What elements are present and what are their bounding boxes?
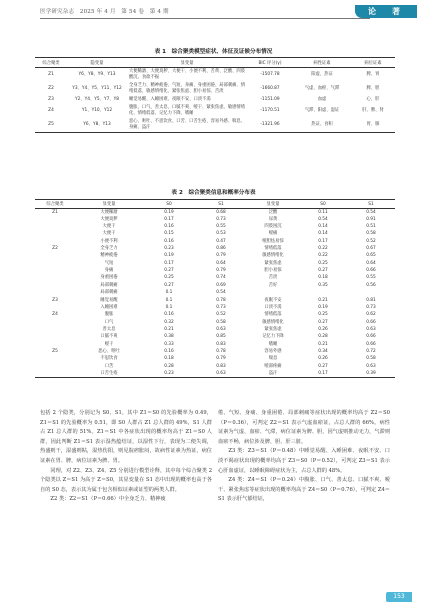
table-cell: 肝、脾、肾 (362, 108, 384, 114)
table-cell: 0.23 (143, 370, 195, 377)
table-row (35, 246, 395, 253)
table-cell: Z1 (48, 72, 54, 78)
table-cell: 0.58 (216, 319, 226, 325)
table-cell (35, 268, 75, 275)
table-cell: 0.86 (216, 246, 226, 252)
table-cell: 0.25 (164, 275, 174, 281)
table-cell: 0.56 (366, 282, 376, 288)
table-cell: 紧张焦虑 (264, 260, 282, 266)
paragraph: Z2 类：Z2＝S1（P＝0.66）中全身乏力、精神疲 (50, 496, 166, 503)
table-cell: 胆小易惊 (264, 268, 282, 274)
header-rule (40, 18, 370, 19)
table-cell: 尿黄 (268, 216, 278, 222)
table-row (35, 68, 395, 82)
column-header: 病位证素 (351, 58, 395, 68)
table-cell: 心、肝 (366, 97, 380, 103)
table-cell: 0.17 (299, 370, 347, 377)
table-cell: -1660.87 (260, 86, 280, 92)
table1 (35, 57, 395, 133)
table-cell: 0.14 (318, 224, 328, 230)
table-cell: 0.66 (366, 334, 376, 340)
table-cell: 紧张焦虑 (264, 326, 282, 332)
column-header: 显变量 (75, 200, 143, 209)
table-cell: 阳虚、热证 (311, 72, 333, 78)
column-header: S0 (143, 200, 195, 209)
table-cell: 0.47 (216, 238, 226, 244)
table-cell: 0.63 (195, 370, 247, 377)
table-cell: 口气 (104, 319, 114, 325)
table-cell: 盗汗 (247, 370, 299, 377)
table-cell: 舌好 (268, 282, 278, 288)
table-cell: 0.79 (216, 268, 226, 274)
table-row (35, 297, 395, 304)
table-cell: 0.27 (318, 363, 328, 369)
table2 (35, 199, 395, 378)
table-cell: 口淡不渴 (264, 304, 282, 310)
table-row (35, 209, 395, 216)
table-cell: 0.38 (164, 334, 174, 340)
table-cell: 0.67 (366, 246, 376, 252)
table-cell: 0.28 (164, 363, 174, 369)
table-row (35, 238, 395, 245)
table-cell: 舌淡 (268, 275, 278, 281)
table-cell: 嗳胆怯易惊 (262, 238, 284, 244)
table-cell: 0.52 (216, 312, 226, 318)
table-row (35, 319, 395, 326)
table-cell: 嗳干 (104, 341, 114, 347)
table-cell (347, 290, 395, 297)
table-cell: 胃、肺 (351, 118, 395, 132)
table-row (35, 356, 395, 363)
table-cell: 0.73 (216, 304, 226, 310)
table-cell: Z4 (48, 108, 54, 114)
table-cell: 局部刺痛 (100, 290, 118, 296)
table-cell: 喘息 (268, 356, 278, 362)
table-cell: 0.64 (216, 260, 226, 266)
table-cell: 0.55 (366, 275, 376, 281)
table-cell: 0.74 (216, 275, 226, 281)
table-cell: 气滞、阳虚、湿证 (304, 108, 340, 114)
table-cell: 腹胀、口气、善太息、口腻不爽、嗳干、紧张焦虑、敏感情绪化、情绪低落、记忆力下降、嗜睡 (129, 105, 246, 117)
table2-header-row (35, 200, 395, 209)
table-cell: 0.54 (366, 209, 376, 215)
table-cell: 0.1 (165, 290, 173, 296)
table-cell: 记忆力下降 (262, 334, 284, 340)
table-cell: 0.78 (216, 348, 226, 354)
table-cell: 0.19 (164, 209, 174, 215)
table-cell: Z4 (52, 312, 58, 318)
column-header: 隐变量 (67, 58, 127, 68)
table-cell: 0.33 (164, 341, 174, 347)
table-cell: Z5 (52, 348, 58, 354)
table-cell: 0.58 (366, 231, 376, 237)
table-cell: 泛酸 (268, 209, 278, 215)
column-header: BIC 评分(γ) (247, 58, 293, 68)
column-header: 显变量 (247, 200, 299, 209)
table-cell: Y2、Y4、Y5、Y7、Y8 (75, 97, 119, 103)
table-cell: 0.63 (216, 326, 226, 332)
table-cell: 睡觉易醒 (100, 297, 118, 303)
table-cell (35, 363, 75, 370)
table-cell: 0.83 (216, 341, 226, 347)
table-cell: 0.91 (366, 216, 376, 222)
column-header: S1 (347, 200, 395, 209)
table-cell: 0.1 (165, 297, 173, 303)
table-cell: 口腻不爽 (100, 334, 118, 340)
table-cell: 0.83 (216, 363, 226, 369)
body-left-column (40, 409, 212, 505)
table-cell: 0.18 (318, 275, 328, 281)
column-header: S0 (299, 200, 347, 209)
table-cell (35, 260, 75, 267)
table-cell: 大便干 (102, 224, 116, 230)
table-cell: Y1、Y10、Y12 (81, 108, 113, 114)
column-header: 病性证素 (293, 58, 351, 68)
table-cell: -1151.09 (260, 97, 280, 103)
table-cell: 0.32 (164, 319, 174, 325)
table-cell: 0.25 (318, 312, 328, 318)
paragraph: 包括 2 个隐类，分别记为 S0、S1，其中 Z1＝S0 的先验概率为 0.49，Z1＝S1 的先验概率为 0.51，即 S0 人群占 Z1 总人群的 49%，S1 人群占 Z1 总人群的 51%。Z1＝S1 中各症状出现的概率均高于 Z1＝S0 人群，因此判断 Z1＝S1 表示湿热蕴结证，以湿性下行，表现为二便失调，热盛则干，湿盛则粘，湿热伤阳，则见脘痞胀闷，故病性证素为热证，病位证素在胃、脾，病位证素为脾、胃。 (40, 410, 212, 464)
table-cell: Z2 (52, 246, 58, 252)
table-cell: 0.22 (318, 246, 328, 252)
table-cell: 0.34 (318, 348, 328, 354)
table-cell: 0.63 (366, 363, 376, 369)
table-cell: 0.16 (164, 224, 174, 230)
table-cell: 0.51 (366, 224, 376, 230)
table-cell: 0.27 (318, 268, 328, 274)
table-cell: 0.66 (366, 319, 376, 325)
table-cell: -1170.51 (260, 108, 280, 114)
table-cell (35, 334, 75, 341)
table-cell: 不思饮食 (100, 356, 118, 362)
table-cell: 睡觉易醒、入睡困难、夜眠不安、口淡不渴 (129, 97, 211, 103)
table-cell (35, 319, 75, 326)
table-cell (35, 282, 75, 289)
table-cell: 0.81 (366, 297, 376, 303)
table-row (35, 348, 395, 355)
table-row (35, 268, 395, 275)
table-cell: 0.79 (216, 356, 226, 362)
column-header: 综合聚类 (35, 200, 75, 209)
table-cell: 0.26 (318, 356, 328, 362)
table-cell: 情绪低落 (264, 246, 282, 252)
table-cell: 0.65 (366, 253, 376, 259)
table-cell (35, 290, 75, 297)
table-cell: 0.18 (164, 356, 174, 362)
table-cell: Y6、Y8、Y9、Y13 (78, 72, 116, 78)
table-cell: Z2 (48, 86, 54, 92)
table-cell: 0.72 (366, 348, 376, 354)
table-cell: 0.1 (165, 304, 173, 310)
table-cell (35, 341, 75, 348)
table-cell: Y6、Y8、Y13 (67, 118, 127, 132)
table-cell (35, 356, 75, 363)
table-cell: 0.68 (216, 209, 226, 215)
page-header (0, 0, 427, 22)
table-row (35, 96, 395, 104)
table-cell: 嗳痛 (268, 231, 278, 237)
body-right-column (218, 409, 390, 505)
table-cell (35, 238, 75, 245)
table-cell: 0.21 (318, 341, 328, 347)
table-cell: 0.23 (164, 246, 174, 252)
table-cell: 0.27 (318, 319, 328, 325)
column-header: S1 (195, 200, 247, 209)
table-cell: 0.85 (216, 334, 226, 340)
table-cell (35, 304, 75, 311)
column-header: 综合聚类 (35, 58, 67, 68)
journal-info: 医学研究杂志 2025 年 4 月 第 54 卷 第 4 期 (40, 9, 169, 15)
table-cell: 0.73 (216, 216, 226, 222)
table-cell: 0.16 (164, 348, 174, 354)
table-cell: 0.14 (318, 231, 328, 237)
table-row (35, 326, 395, 333)
table-cell: 腹胀 (104, 312, 114, 318)
table-cell: Z1 (52, 209, 58, 215)
table-cell: 脾、胆 (366, 86, 380, 92)
table-cell: 0.15 (164, 231, 174, 237)
table-cell (247, 290, 299, 297)
table-cell: 大便干 (102, 231, 116, 237)
table-cell: 0.17 (164, 260, 174, 266)
table-cell: 身重困倦 (100, 275, 118, 281)
table1-caption: 表 1 综合聚类模型症状、体征及证候分布情况 (154, 49, 273, 55)
table-cell: 0.21 (318, 297, 328, 303)
table-row (35, 216, 395, 223)
column-header: 显变量 (127, 58, 247, 68)
table-cell: 0.52 (366, 238, 376, 244)
table2-caption: 表 2 综合聚类信息和概率分布表 (171, 190, 256, 196)
table-cell: 敏感情绪化 (262, 319, 284, 325)
table-cell: 全身乏力 (100, 246, 118, 252)
table-cell: 嗜睡 (268, 341, 278, 347)
page-number: 153 (386, 592, 412, 602)
paragraph: Z3 类：Z3＝S1（P＝0.48）中睡觉易醒、入睡困难、夜眠不安、口淡不渴症状出现的概率均高于 Z3＝S0（P＝0.52），可判定 Z3＝S1 表示心肝血虚证，以睡眠障碍症状为主，占总人群的 48%。 (218, 448, 390, 474)
table-cell: 0.11 (318, 209, 328, 215)
table-row (35, 290, 395, 297)
table-row (35, 118, 395, 132)
table-cell: 0.53 (216, 231, 226, 237)
table-cell (35, 231, 75, 238)
table-cell: 0.58 (366, 356, 376, 362)
table-row (35, 282, 395, 289)
table-cell: 入睡困难 (100, 304, 118, 310)
table-cell: 脾、胃 (366, 72, 380, 78)
table-cell: 0.25 (318, 260, 328, 266)
table-cell: 0.69 (216, 282, 226, 288)
table-cell: 情绪低落 (264, 312, 282, 318)
table-cell: 0.54 (216, 290, 226, 296)
table-cell: 0.35 (318, 282, 328, 288)
table-cell: 0.66 (366, 268, 376, 274)
table-cell: Z3 (52, 297, 58, 303)
table-cell: 0.55 (216, 224, 226, 230)
table-cell: 0.22 (318, 253, 328, 259)
table-cell: 大便稀溏 (100, 209, 118, 215)
table-row (35, 224, 395, 231)
paragraph: 倦、气短、身痛、身重困倦、局部刺痛等症状出现的概率均高于 Z2＝S0（P＝0.36），可判定 Z2＝S1 表示气虚血瘀证，占总人群的 66%。病性证素为气虚、血瘀、气滞，病位证素为脾、胆，因气虚则推动无力，气滞则血瘀不畅，病位涉及脾、胆、肝三脏。 (218, 410, 390, 445)
table1-header-row (35, 58, 395, 68)
table-cell: Y3、Y4、Y5、Y11、Y12 (72, 86, 122, 92)
table-cell: 气虚、血瘀、气滞 (304, 86, 340, 92)
table-cell: 0.63 (366, 326, 376, 332)
table-cell (35, 275, 75, 282)
table-cell: 0.16 (164, 312, 174, 318)
table-cell (299, 290, 347, 297)
table-cell: 恶心、呕吐 (98, 348, 120, 354)
table-cell: 0.17 (318, 238, 328, 244)
table-cell: 血虚 (317, 97, 327, 103)
table-cell (35, 224, 75, 231)
table-cell: 0.27 (164, 282, 174, 288)
table-row (35, 253, 395, 260)
table-cell: 0.17 (164, 216, 174, 222)
table-cell: 恶心、呕吐、不思饮食、口苦、口舌生疮、容易外感、喘息、身痛、盗汗 (127, 118, 247, 132)
table-cell: 局部刺痛 (100, 282, 118, 288)
table-cell: 大便臭秽 (100, 216, 118, 222)
table-cell: 善太息 (102, 326, 116, 332)
table-cell: 0.64 (366, 260, 376, 266)
paragraph: Z4 类：Z4＝S1（P＝0.24）中腹胀、口气、善太息、口腻不爽、嗳干、紧张焦虑等症状出现的概率均高于 Z4＝S0（P＝0.76），可判定 Z4＝S1 表示肝气郁结证， (218, 477, 390, 503)
table-cell: 大便稀溏、大便臭秽、大便干、小便不利、舌黄、泛酸、四肢酸沉、食欲不振 (129, 69, 246, 80)
table-cell: 容易外感 (264, 348, 282, 354)
table-cell: 0.78 (216, 297, 226, 303)
table-row (35, 104, 395, 118)
table-row (35, 312, 395, 319)
table-cell: 0.54 (318, 216, 328, 222)
table-cell: 0.79 (216, 253, 226, 259)
table-cell: 夜眠不安 (264, 297, 282, 303)
table-cell: 气短 (104, 260, 114, 266)
table-cell: 全身乏力、精神疲倦、气短、身痛、身重困倦、局部刺痛、情绪低落、敏感情绪化、紧张焦虑、胆小易惊、舌淡 (129, 83, 246, 94)
table-cell: 0.19 (164, 253, 174, 259)
table-cell: 0.39 (347, 370, 395, 377)
table-row (35, 231, 395, 238)
table-cell (35, 326, 75, 333)
table-cell: 0.73 (366, 304, 376, 310)
table-cell: -1321.96 (247, 118, 293, 132)
table-row (35, 334, 395, 341)
table-row (35, 260, 395, 267)
table-cell: -1507.78 (260, 72, 280, 78)
table-cell: 0.19 (318, 304, 328, 310)
table-cell: 口舌生疮 (75, 370, 143, 377)
table-cell (35, 216, 75, 223)
table-row (35, 304, 395, 311)
paragraph: 同理，对 Z2、Z3、Z4、Z5 分别进行模型诠释，其中每个综合聚类 2 个隐类以 Z＝S1 为高于 Z＝S0，其显变量在 S1 态中出现的概率也高于各自的 S0 态，表示其为属于包含相似证素或证型的两类人群。 (40, 467, 212, 493)
table-cell: 精神疲倦 (100, 253, 118, 259)
table-row (35, 363, 395, 370)
table-row (35, 341, 395, 348)
table-cell: 嗳部疼痛 (264, 363, 282, 369)
table-cell: 0.27 (164, 268, 174, 274)
table-cell: Z3 (48, 97, 54, 103)
table-cell: Z5 (35, 118, 67, 132)
table-cell: 0.62 (366, 312, 376, 318)
table-row (35, 275, 395, 282)
table-row (35, 370, 395, 377)
table-cell (35, 253, 75, 260)
table-cell: 身痛 (104, 268, 114, 274)
table-cell: 0.16 (164, 238, 174, 244)
table-cell: 0.26 (318, 326, 328, 332)
table-row (35, 82, 395, 96)
table-cell: 0.28 (318, 334, 328, 340)
table-cell: 小便不利 (100, 238, 118, 244)
table-cell: 热证、食积 (293, 118, 351, 132)
column-badge: 论 著 (355, 5, 417, 18)
table-cell: 口苦 (104, 363, 114, 369)
table-cell: 0.66 (366, 341, 376, 347)
table-cell: 四肢困沉 (264, 224, 282, 230)
table-cell (35, 370, 75, 377)
table-cell: 0.21 (164, 326, 174, 332)
table-cell: 敏感情绪化 (262, 253, 284, 259)
